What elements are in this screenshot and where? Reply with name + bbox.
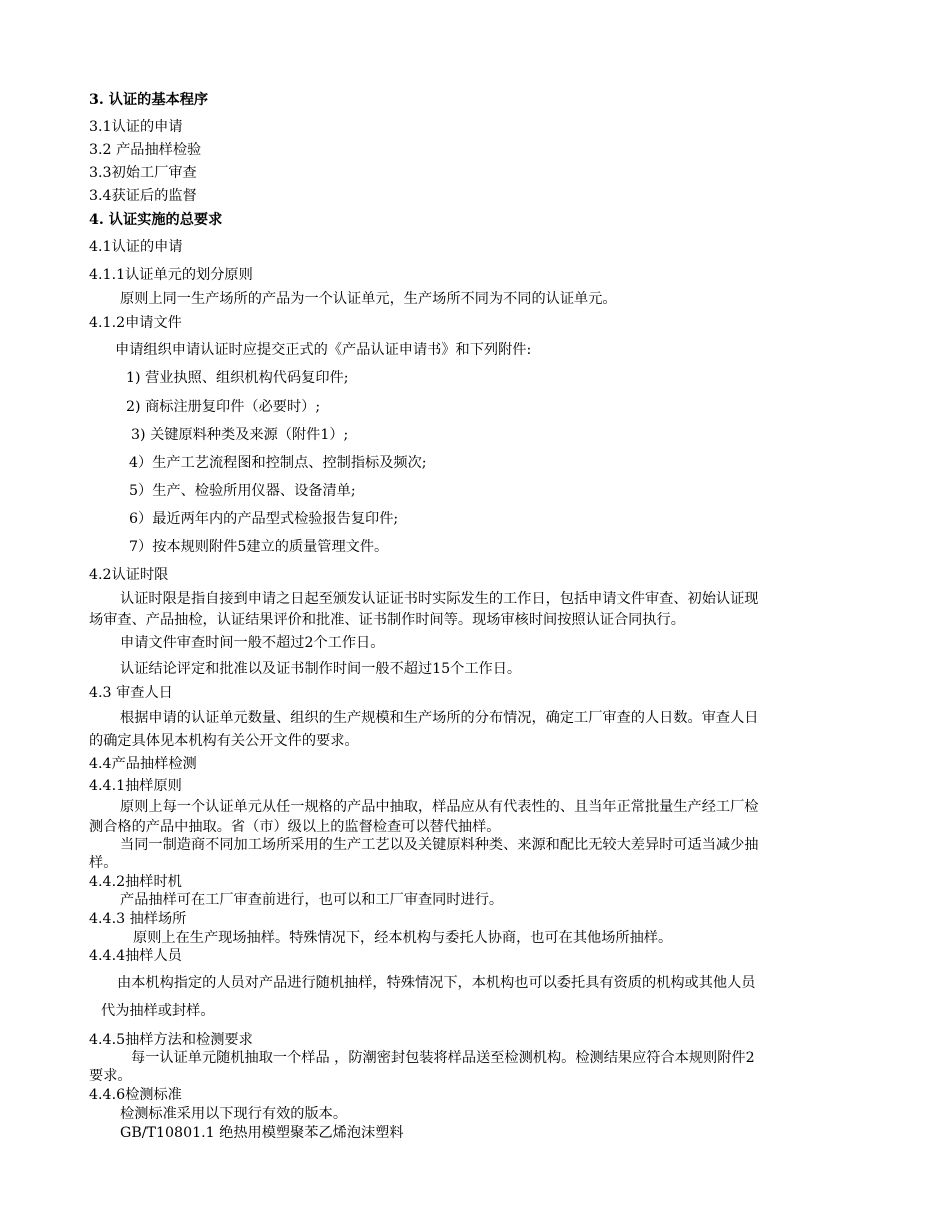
list-item: 6）最近两年内的产品型式检验报告复印件; <box>129 511 399 527</box>
paragraph-line: 样。 <box>89 855 118 871</box>
subsection-4-4-3: 4.4.3 抽样场所 <box>89 911 187 927</box>
paragraph-line: 要求。 <box>89 1068 132 1084</box>
paragraph-line: 当同一制造商不同加工场所采用的生产工艺以及关键原料种类、来源和配比无较大差异时可适当减少抽 <box>120 837 759 853</box>
paragraph-line: 申请组织申请认证时应提交正式的《产品认证申请书》和下列附件: <box>115 342 532 358</box>
list-item: 5）生产、检验所用仪器、设备清单; <box>129 483 356 499</box>
paragraph-line: 代为抽样或封样。 <box>101 1003 215 1019</box>
subsection-4-1: 4.1认证的申请 <box>89 239 183 255</box>
list-item: 1) 营业执照、组织机构代码复印件; <box>126 370 349 386</box>
subsection-3-4: 3.4获证后的监督 <box>89 188 197 204</box>
standard-reference: GB/T10801.1 绝热用模塑聚苯乙烯泡沫塑料 <box>120 1125 404 1141</box>
paragraph-line: 测合格的产品中抽取。省（市）级以上的监督检查可以替代抽样。 <box>89 819 501 835</box>
subsection-4-4-1: 4.4.1抽样原则 <box>89 778 182 794</box>
subsection-3-3: 3.3初始工厂审查 <box>89 165 197 181</box>
paragraph-line: 每一认证单元随机抽取一个样品 ，防潮密封包装将样品送至检测机构。检测结果应符合本规则附件2 <box>131 1050 755 1066</box>
list-item: 4）生产工艺流程图和控制点、控制指标及频次; <box>129 455 427 471</box>
subsection-4-1-1: 4.1.1认证单元的划分原则 <box>89 267 253 283</box>
list-item: 3) 关键原料种类及来源（附件1）; <box>131 427 349 443</box>
paragraph-line: 认证时限是指自接到申请之日起至颁发认证证书时实际发生的工作日，包括申请文件审查、初始认证现 <box>120 591 759 607</box>
paragraph-line: 的确定具体见本机构有关公开文件的要求。 <box>89 733 359 749</box>
subsection-4-4-5: 4.4.5抽样方法和检测要求 <box>89 1032 253 1048</box>
paragraph-line: 场审查、产品抽检，认证结果评价和批准、证书制作时间等。现场审核时间按照认证合同执行。 <box>89 612 685 628</box>
paragraph-line: 原则上在生产现场抽样。特殊情况下，经本机构与委托人协商，也可在其他场所抽样。 <box>133 930 673 946</box>
list-item: 2) 商标注册复印件（必要时）; <box>126 399 321 415</box>
subsection-3-2: 3.2 产品抽样检验 <box>89 142 202 158</box>
subsection-4-3: 4.3 审查人日 <box>89 685 173 701</box>
subsection-3-1: 3.1认证的申请 <box>89 119 183 135</box>
subsection-4-4: 4.4产品抽样检测 <box>89 756 197 772</box>
subsection-4-1-2: 4.1.2申请文件 <box>89 315 182 331</box>
paragraph-line: 原则上同一生产场所的产品为一个认证单元，生产场所不同为不同的认证单元。 <box>120 291 617 307</box>
list-item: 7）按本规则附件5建立的质量管理文件。 <box>129 539 389 555</box>
subsection-4-2: 4.2认证时限 <box>89 567 169 583</box>
paragraph-line: 原则上每一个认证单元从任一规格的产品中抽取，样品应从有代表性的、且当年正常批量生产经工厂检 <box>120 799 759 815</box>
subsection-4-4-6: 4.4.6检测标准 <box>89 1087 182 1103</box>
section-heading-4: 4. 认证实施的总要求 <box>89 212 223 228</box>
paragraph-line: 由本机构指定的人员对产品进行随机抽样，特殊情况下，本机构也可以委托具有资质的机构或其他人员 <box>117 975 756 991</box>
section-heading-3: 3. 认证的基本程序 <box>89 92 209 108</box>
subsection-4-4-4: 4.4.4抽样人员 <box>89 948 182 964</box>
subsection-4-4-2: 4.4.2抽样时机 <box>89 874 182 890</box>
paragraph-line: 认证结论评定和批准以及证书制作时间一般不超过15个工作日。 <box>120 661 522 677</box>
paragraph-line: 检测标准采用以下现行有效的版本。 <box>120 1106 348 1122</box>
paragraph-line: 申请文件审查时间一般不超过2个工作日。 <box>120 635 385 651</box>
paragraph-line: 产品抽样可在工厂审查前进行，也可以和工厂审查同时进行。 <box>120 892 504 908</box>
paragraph-line: 根据申请的认证单元数量、组织的生产规模和生产场所的分布情况，确定工厂审查的人日数。审查人日 <box>120 710 759 726</box>
